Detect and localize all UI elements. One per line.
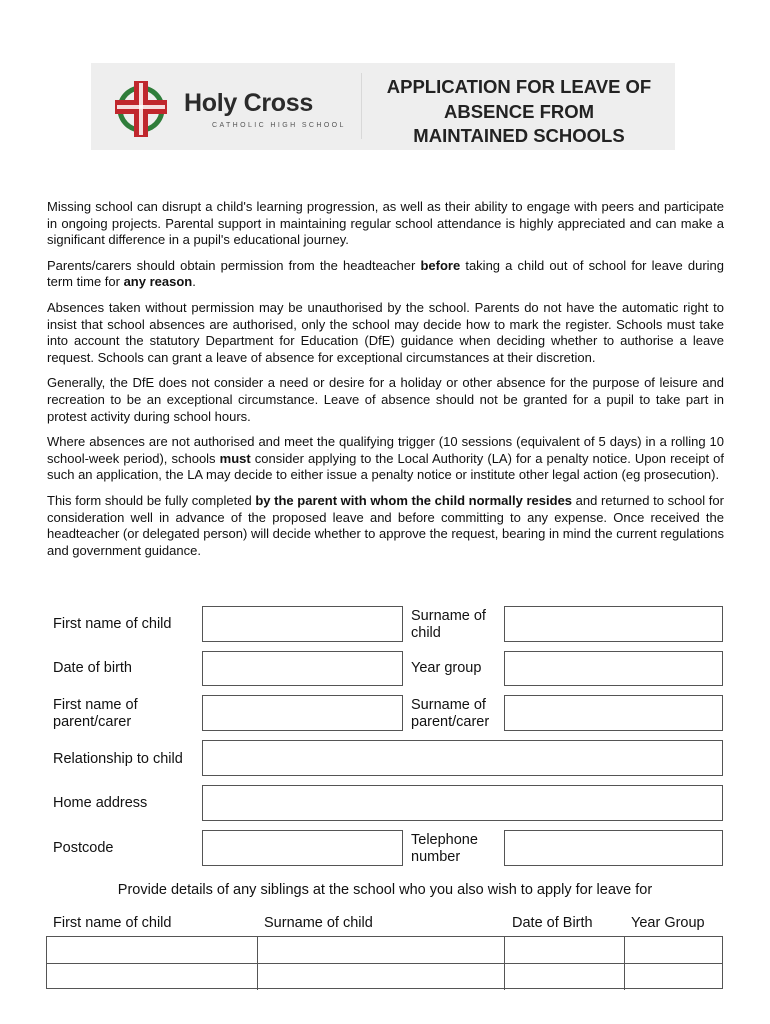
table-row [47, 963, 722, 990]
sibling-surname-cell[interactable] [258, 964, 505, 990]
text-run: Where absences are not authorised and meet the qualifying trigger (10 sessions (equivalent of 5 days) in a rolling 10 school-week period), schools [47, 434, 724, 466]
form-title-line: MAINTAINED SCHOOLS [413, 125, 625, 146]
surname-parent-input[interactable] [504, 695, 723, 731]
column-header-first-name: First name of child [53, 915, 172, 931]
label-surname-parent [411, 697, 489, 731]
sibling-first-name-cell[interactable] [47, 964, 258, 990]
label-first-name-parent [53, 697, 138, 731]
sibling-first-name-cell[interactable] [47, 937, 258, 963]
label-postcode: Postcode [53, 840, 114, 856]
text-run: and returned to school for consideration well in advance of the proposed leave and before committing to any expense. Once received the headteacher (or delegated person) will decide whether to approve the request, bearing in mind the current regulations and government guidance. [47, 492, 724, 558]
siblings-heading: Provide details of any siblings at the school who you also wish to apply for leave for [117, 882, 653, 898]
year-group-input[interactable] [504, 651, 723, 686]
label-line: child [411, 625, 441, 641]
relationship-input[interactable] [202, 740, 723, 776]
holy-cross-logo-icon [113, 79, 169, 139]
label-date-of-birth: Date of birth [53, 660, 132, 676]
paragraph-permission [47, 258, 724, 291]
label-line: First name of [53, 697, 138, 713]
sibling-year-group-cell[interactable] [625, 937, 722, 963]
date-of-birth-input[interactable] [202, 651, 403, 686]
paragraph-disruption: Missing school can disrupt a child's learning progression, as well as their ability to engage with peers and participate in ongoing projects. Parental support in maintaining regular school attendance is highly appreciated and can make a significant difference in a pupil's educational journey. [47, 199, 724, 248]
text-run: . [192, 274, 196, 290]
siblings-table [46, 936, 723, 989]
telephone-input[interactable] [504, 830, 723, 866]
column-header-dob: Date of Birth [512, 915, 593, 931]
label-first-name-child: First name of child [53, 616, 172, 632]
form-title [369, 75, 669, 149]
school-name: Holy Cross [184, 89, 313, 117]
text-bold: any reason [123, 274, 193, 290]
text-run: consider applying to the Local Authority (LA) for a penalty notice. Upon receipt of such an application, the LA may decide to either issue a penalty notice or institute other legal action (eg prosecution). [47, 450, 725, 483]
school-subtitle: CATHOLIC HIGH SCHOOL [212, 122, 346, 129]
text-bold: before [420, 257, 461, 273]
label-year-group: Year group [411, 660, 482, 676]
sibling-dob-cell[interactable] [505, 937, 625, 963]
label-surname-child [411, 608, 486, 642]
intro-text [47, 199, 724, 568]
label-telephone [411, 832, 478, 866]
home-address-input[interactable] [202, 785, 723, 821]
paragraph-penalty [47, 434, 724, 484]
column-header-surname: Surname of child [264, 915, 373, 931]
text-run: Parents/carers should obtain permission from the headteacher [47, 257, 421, 273]
paragraph-completion [47, 493, 724, 559]
label-line: Surname of [411, 697, 486, 713]
label-line: parent/carer [53, 714, 132, 730]
label-line: Surname of [411, 608, 486, 624]
header-divider [361, 73, 362, 139]
first-name-child-input[interactable] [202, 606, 403, 642]
form-title-line: APPLICATION FOR LEAVE OF [386, 76, 652, 97]
surname-child-input[interactable] [504, 606, 723, 642]
text-run: This form should be fully completed [47, 492, 256, 508]
label-relationship: Relationship to child [53, 751, 183, 767]
sibling-dob-cell[interactable] [505, 964, 625, 990]
column-header-year-group: Year Group [631, 915, 705, 931]
sibling-year-group-cell[interactable] [625, 964, 722, 990]
paragraph-dfe: Generally, the DfE does not consider a need or desire for a holiday or other absence for the purpose of leisure and recreation to be an exceptional circumstance. Leave of absence should not be granted for a pupil to take part in protest activity during school hours. [47, 375, 724, 424]
postcode-input[interactable] [202, 830, 403, 866]
first-name-parent-input[interactable] [202, 695, 403, 731]
header-banner [91, 63, 675, 150]
form-title-line: ABSENCE FROM [443, 100, 595, 122]
text-run: taking a child out of school for leave during term time for [47, 257, 725, 290]
label-home-address: Home address [53, 795, 148, 811]
text-bold: by the parent with whom the child normally resides [255, 492, 573, 508]
sibling-surname-cell[interactable] [258, 937, 505, 963]
label-line: Telephone [411, 832, 478, 848]
paragraph-unauthorised: Absences taken without permission may be unauthorised by the school. Parents do not have the automatic right to insist that school absences are authorised, only the school may decide how to mark the register. Schools must take into account the statutory Department for Education (DfE) guidance when deciding whether to authorise a leave request. Schools can grant a leave of absence for exceptional circumstances at their discretion. [47, 299, 724, 365]
table-row [47, 937, 722, 963]
label-line: parent/carer [411, 714, 490, 730]
label-line: number [411, 849, 461, 865]
text-bold: must [219, 450, 251, 466]
